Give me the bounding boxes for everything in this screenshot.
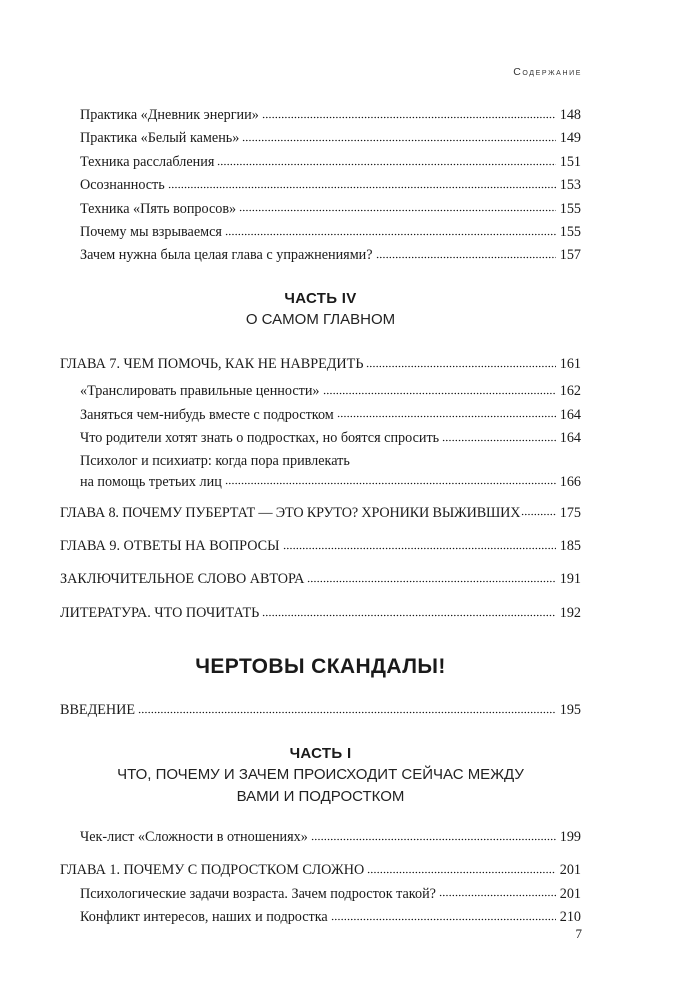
leader-dots — [376, 245, 556, 259]
toc-entry-page: 164 — [559, 406, 581, 423]
toc-chapter[interactable] — [60, 859, 581, 882]
toc-entry-page: 164 — [559, 430, 581, 447]
toc-entry-title: Конфликт интересов, наших и подростка — [80, 908, 328, 925]
toc-chapter-page: 195 — [559, 702, 581, 719]
toc-entry-title: Практика «Белый камень» — [80, 130, 240, 147]
toc-entry-page: 201 — [559, 885, 581, 902]
toc-entry-title: Психологические задачи возраста. Зачем подросток такой? — [80, 885, 436, 902]
leader-dots — [283, 536, 557, 550]
toc-entry-page: 157 — [559, 247, 581, 264]
toc-entry-page: 148 — [559, 107, 581, 123]
toc-entry-title: Заняться чем-нибудь вместе с подростком — [80, 406, 334, 423]
leader-dots — [262, 105, 556, 119]
toc-entry[interactable] — [60, 151, 581, 174]
toc-chapter-page: 191 — [559, 571, 581, 588]
toc-chapter-page: 175 — [559, 504, 581, 521]
toc-entry[interactable] — [60, 404, 581, 427]
leader-dots — [225, 471, 556, 485]
toc-chapter-title: ЗАКЛЮЧИТЕЛЬНОЕ СЛОВО АВТОРА — [60, 571, 305, 588]
toc-entry[interactable] — [60, 127, 581, 150]
leader-dots — [225, 222, 556, 236]
toc-entry-title: Зачем нужна была целая глава с упражнениями? — [80, 247, 373, 264]
toc-chapter-title: ГЛАВА 8. ПОЧЕМУ ПУБЕРТАТ — ЭТО КРУТО? ХРОНИКИ ВЫЖИВШИХ — [60, 504, 521, 521]
toc-entry-title: Почему мы взрываемся — [80, 224, 222, 241]
toc-entry[interactable] — [60, 104, 581, 127]
toc-entry-title: Чек-лист «Сложности в отношениях» — [80, 828, 308, 845]
toc-section-exercises — [60, 104, 581, 268]
toc-entry-title: Осознанность — [80, 177, 165, 194]
toc-chapter-title: ГЛАВА 1. ПОЧЕМУ С ПОДРОСТКОМ СЛОЖНО — [60, 862, 365, 879]
toc-chapter-title: ГЛАВА 7. ЧЕМ ПОМОЧЬ, КАК НЕ НАВРЕДИТЬ — [60, 355, 364, 372]
toc-entry-multiline[interactable] — [60, 452, 581, 491]
leader-dots — [366, 354, 556, 368]
part-heading: ЧАСТЬ I — [289, 744, 352, 762]
toc-chapter-page: 161 — [559, 355, 581, 372]
table-of-contents — [60, 104, 581, 929]
toc-entry-page: 155 — [559, 224, 581, 241]
leader-dots — [138, 700, 556, 714]
toc-chapter[interactable] — [60, 699, 581, 722]
leader-dots — [323, 381, 556, 395]
leader-dots — [439, 883, 556, 897]
part-subtitle-line2: ВАМИ И ПОДРОСТКОМ — [236, 787, 405, 805]
toc-entry-page: 151 — [559, 153, 581, 170]
toc-entry-title-line1: Психолог и психиатр: когда пора привлекать — [80, 453, 350, 470]
leader-dots — [217, 152, 556, 166]
leader-dots — [168, 175, 556, 189]
leader-dots — [307, 569, 556, 583]
page-number: 7 — [575, 926, 582, 941]
toc-chapter-page: 192 — [559, 604, 581, 621]
running-head: Содержание — [513, 66, 582, 78]
toc-entry[interactable] — [60, 174, 581, 197]
toc-chapter-title: ГЛАВА 9. ОТВЕТЫ НА ВОПРОСЫ — [60, 538, 280, 555]
toc-chapter-title: ЛИТЕРАТУРА. ЧТО ПОЧИТАТЬ — [60, 604, 260, 621]
part-heading: ЧАСТЬ IV — [284, 289, 357, 307]
toc-entry-title: «Транслировать правильные ценности» — [80, 383, 320, 400]
leader-dots — [367, 860, 556, 874]
toc-entry[interactable] — [60, 906, 581, 929]
leader-dots — [262, 603, 556, 617]
toc-entry-page: 153 — [559, 177, 581, 194]
toc-entry-page: 149 — [559, 130, 581, 147]
toc-entry[interactable] — [60, 427, 581, 450]
book-title: ЧЕРТОВЫ СКАНДАЛЫ! — [195, 655, 446, 679]
toc-entry-title-line2: на помощь третьих лиц — [80, 473, 222, 490]
toc-entry-page: 162 — [559, 383, 581, 400]
toc-chapter[interactable] — [60, 568, 581, 591]
toc-entry-title: Практика «Дневник энергии» — [80, 107, 259, 123]
leader-dots — [442, 428, 556, 442]
toc-entry-page: 210 — [559, 908, 581, 925]
toc-entry[interactable] — [60, 198, 581, 221]
toc-entry[interactable] — [60, 883, 581, 906]
leader-dots — [331, 907, 556, 921]
toc-entry-page: 199 — [559, 828, 581, 845]
toc-entry[interactable] — [60, 221, 581, 244]
leader-dots — [521, 502, 556, 516]
toc-entry[interactable] — [60, 826, 581, 849]
toc-chapter[interactable] — [60, 602, 581, 625]
leader-dots — [337, 404, 556, 418]
leader-dots — [242, 128, 556, 142]
leader-dots — [239, 198, 556, 212]
toc-chapter-page: 201 — [559, 862, 581, 879]
toc-entry[interactable] — [60, 380, 581, 403]
toc-entry-page: 166 — [559, 473, 581, 490]
toc-chapter[interactable] — [60, 353, 581, 376]
toc-chapter-title: ВВЕДЕНИЕ — [60, 702, 136, 719]
toc-entry-page: 155 — [559, 200, 581, 217]
toc-entry-title: Техника расслабления — [80, 153, 215, 170]
toc-entry[interactable] — [60, 244, 581, 267]
part-subtitle-line1: ЧТО, ПОЧЕМУ И ЗАЧЕМ ПРОИСХОДИТ СЕЙЧАС МЕЖДУ — [117, 765, 524, 783]
part-subtitle: О САМОМ ГЛАВНОМ — [245, 310, 396, 328]
toc-chapter[interactable] — [60, 535, 581, 558]
toc-chapter-page: 185 — [559, 538, 581, 555]
toc-chapter[interactable] — [60, 502, 581, 525]
leader-dots — [311, 827, 556, 841]
toc-entry-title: Техника «Пять вопросов» — [80, 200, 237, 217]
toc-entry-title: Что родители хотят знать о подростках, но боятся спросить — [80, 430, 440, 447]
